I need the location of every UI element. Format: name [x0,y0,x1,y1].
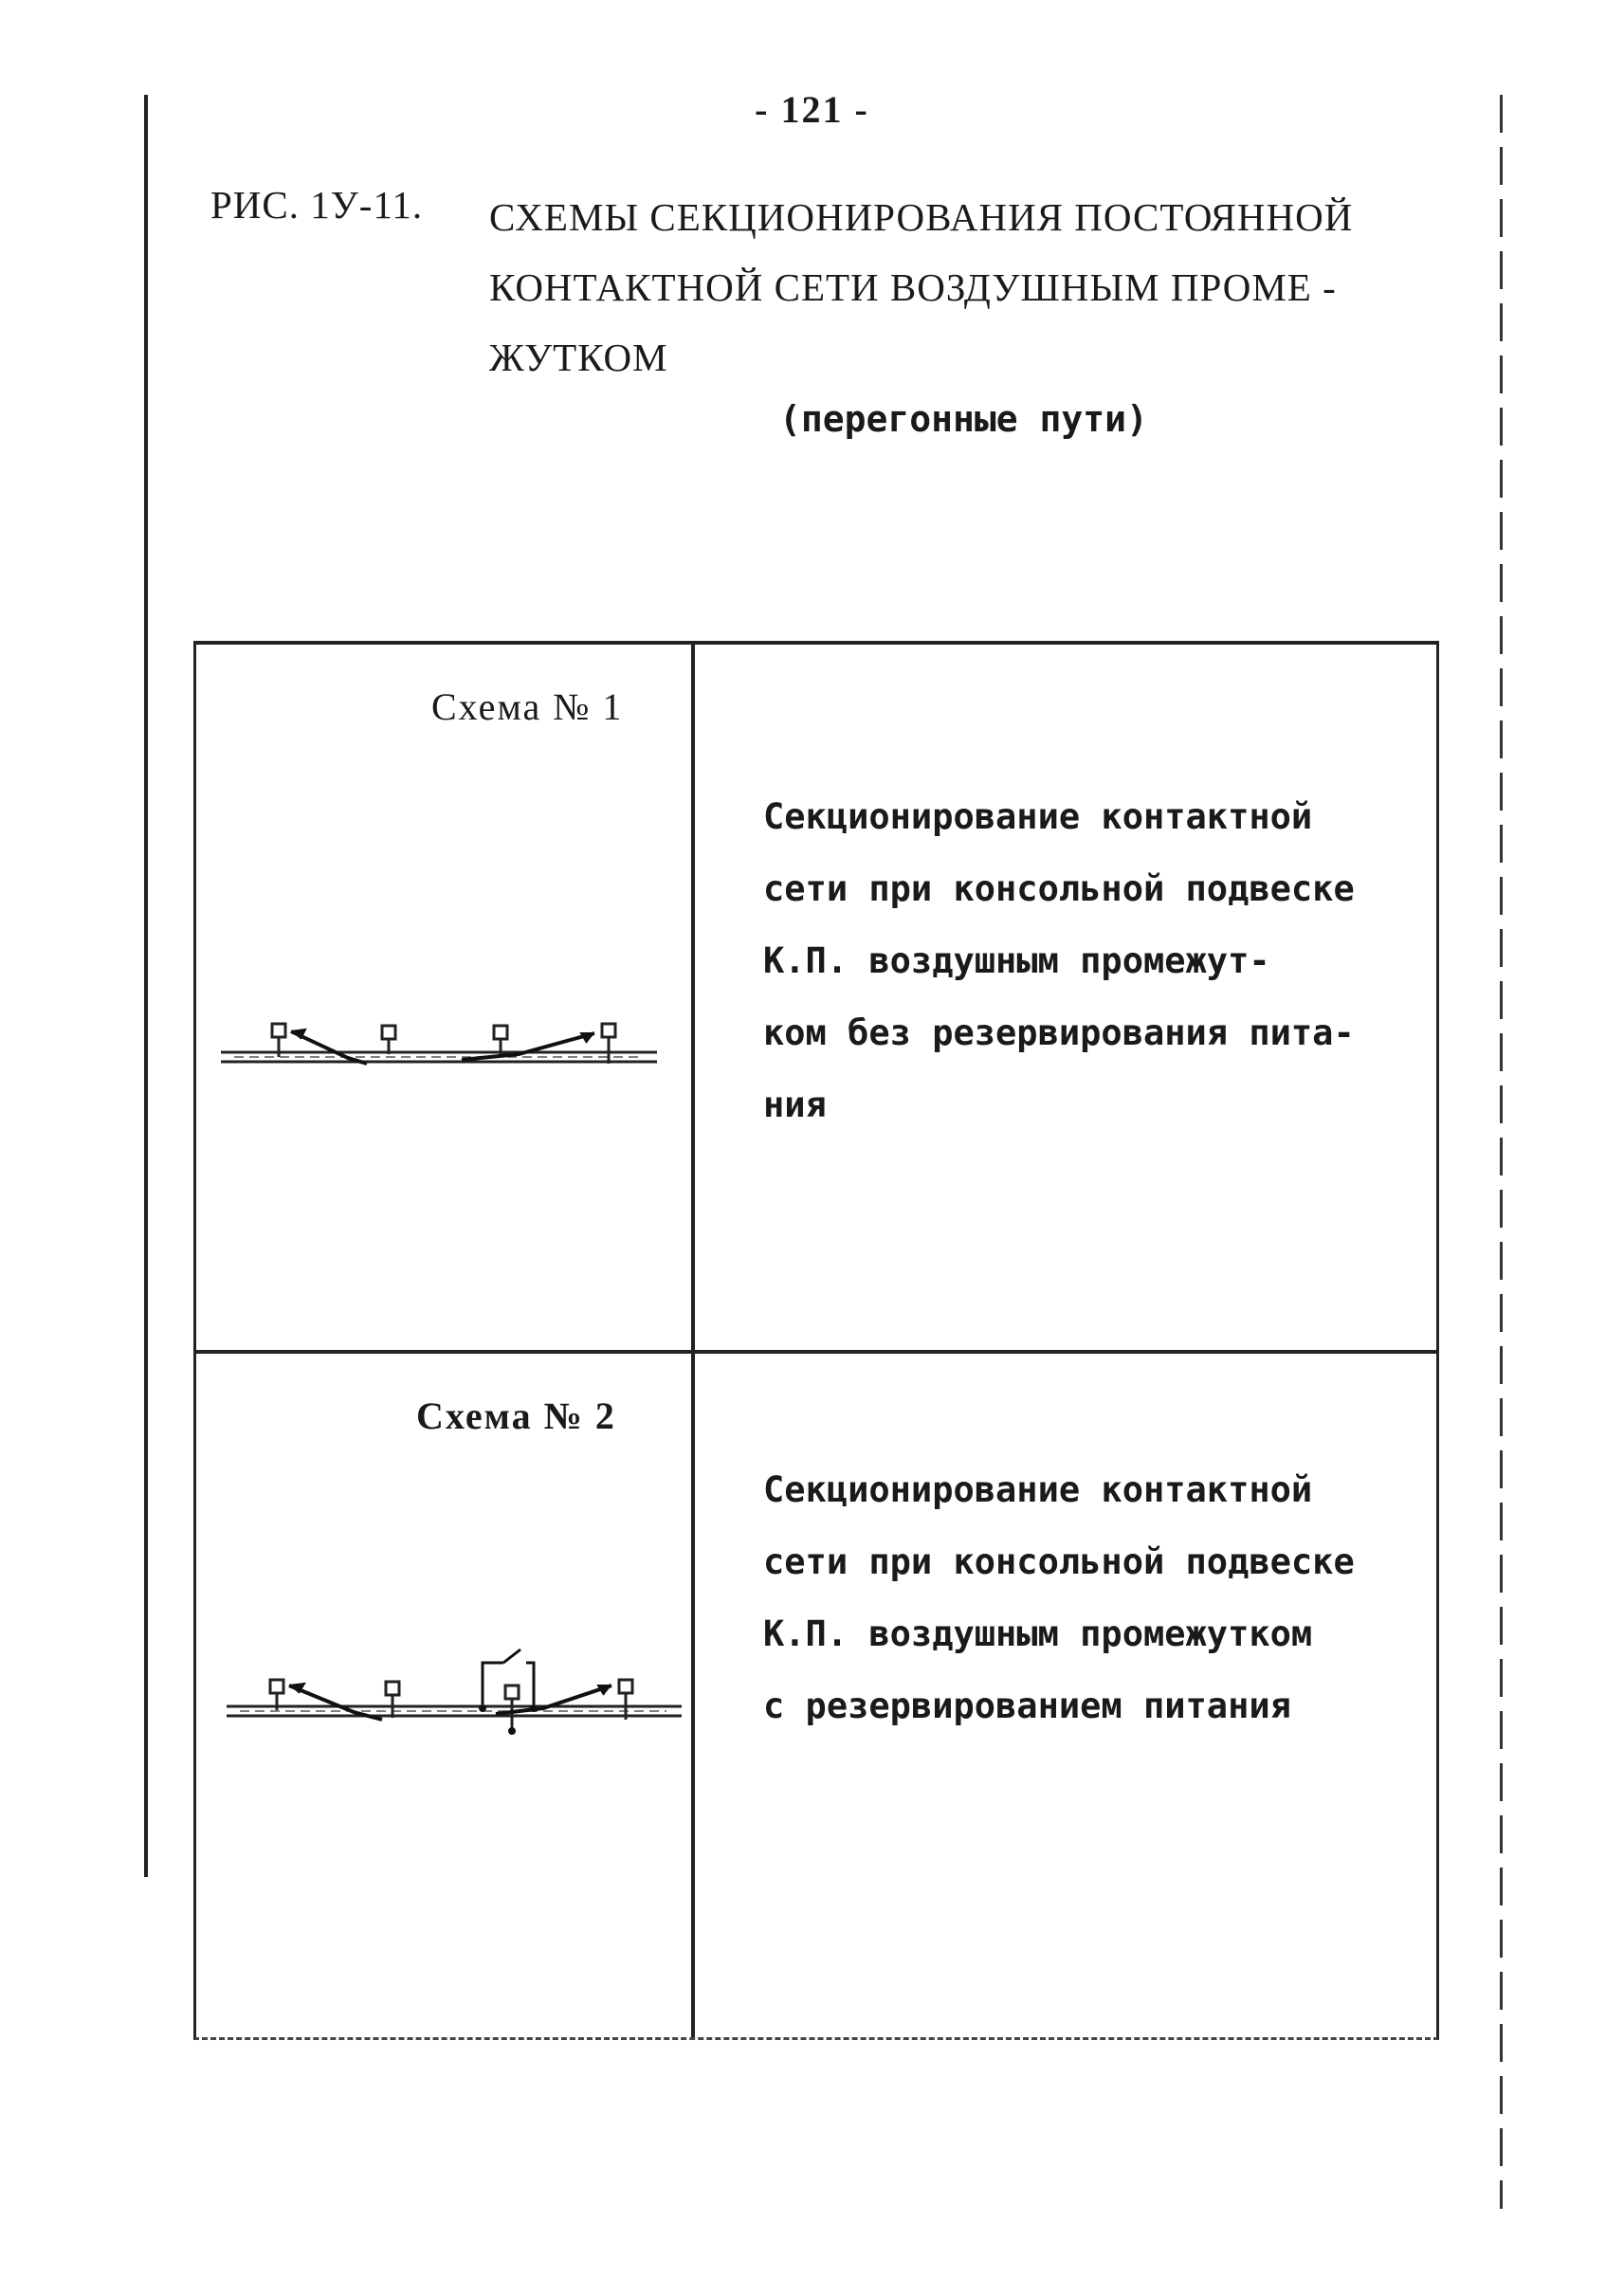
scheme-2-description-line: К.П. воздушным промежутком [763,1613,1313,1654]
scheme-1-title: Схема № 1 [431,685,624,728]
scheme-1-description-line: сети при консольной подвеске [763,868,1355,909]
sectioning-diagram-with-switch-icon [221,1642,685,1746]
page-number: - 121 - [755,88,869,131]
scheme-2-description-line: с резервированием питания [763,1686,1291,1726]
figure-title [489,182,1447,392]
scheme-1-description-line: Секционирование контактной [763,796,1313,837]
page-frame-right [1500,95,1503,2209]
sectioning-diagram-icon [215,1014,670,1090]
scheme-1-description-line: ком без резервирования пита- [763,1012,1355,1053]
figure-title-line: КОНТАКТНОЙ СЕТИ ВОЗДУШНЫМ ПРОМЕ - [489,265,1337,309]
scheme-1-description-line: ния [763,1084,827,1125]
scheme-2-description-line: Секционирование контактной [763,1469,1313,1510]
schemes-table [193,641,1439,2040]
scheme-2-description [763,1454,1597,1742]
scheme-2-title: Схема № 2 [416,1394,616,1437]
page-frame-left [144,95,148,1877]
figure-title-line: ЖУТКОМ [489,336,668,379]
scheme-1-description-line: К.П. воздушным промежут- [763,940,1270,981]
table-row-divider [196,1350,1436,1354]
figure-subtitle: (перегонные пути) [779,398,1148,440]
figure-title-line: СХЕМЫ СЕКЦИОНИРОВАНИЯ ПОСТОЯННОЙ [489,195,1354,239]
table-column-divider [691,645,695,2037]
scheme-2-description-line: сети при консольной подвеске [763,1541,1355,1582]
scheme-1-description [763,781,1597,1141]
figure-label: РИС. 1У-11. [210,183,424,227]
